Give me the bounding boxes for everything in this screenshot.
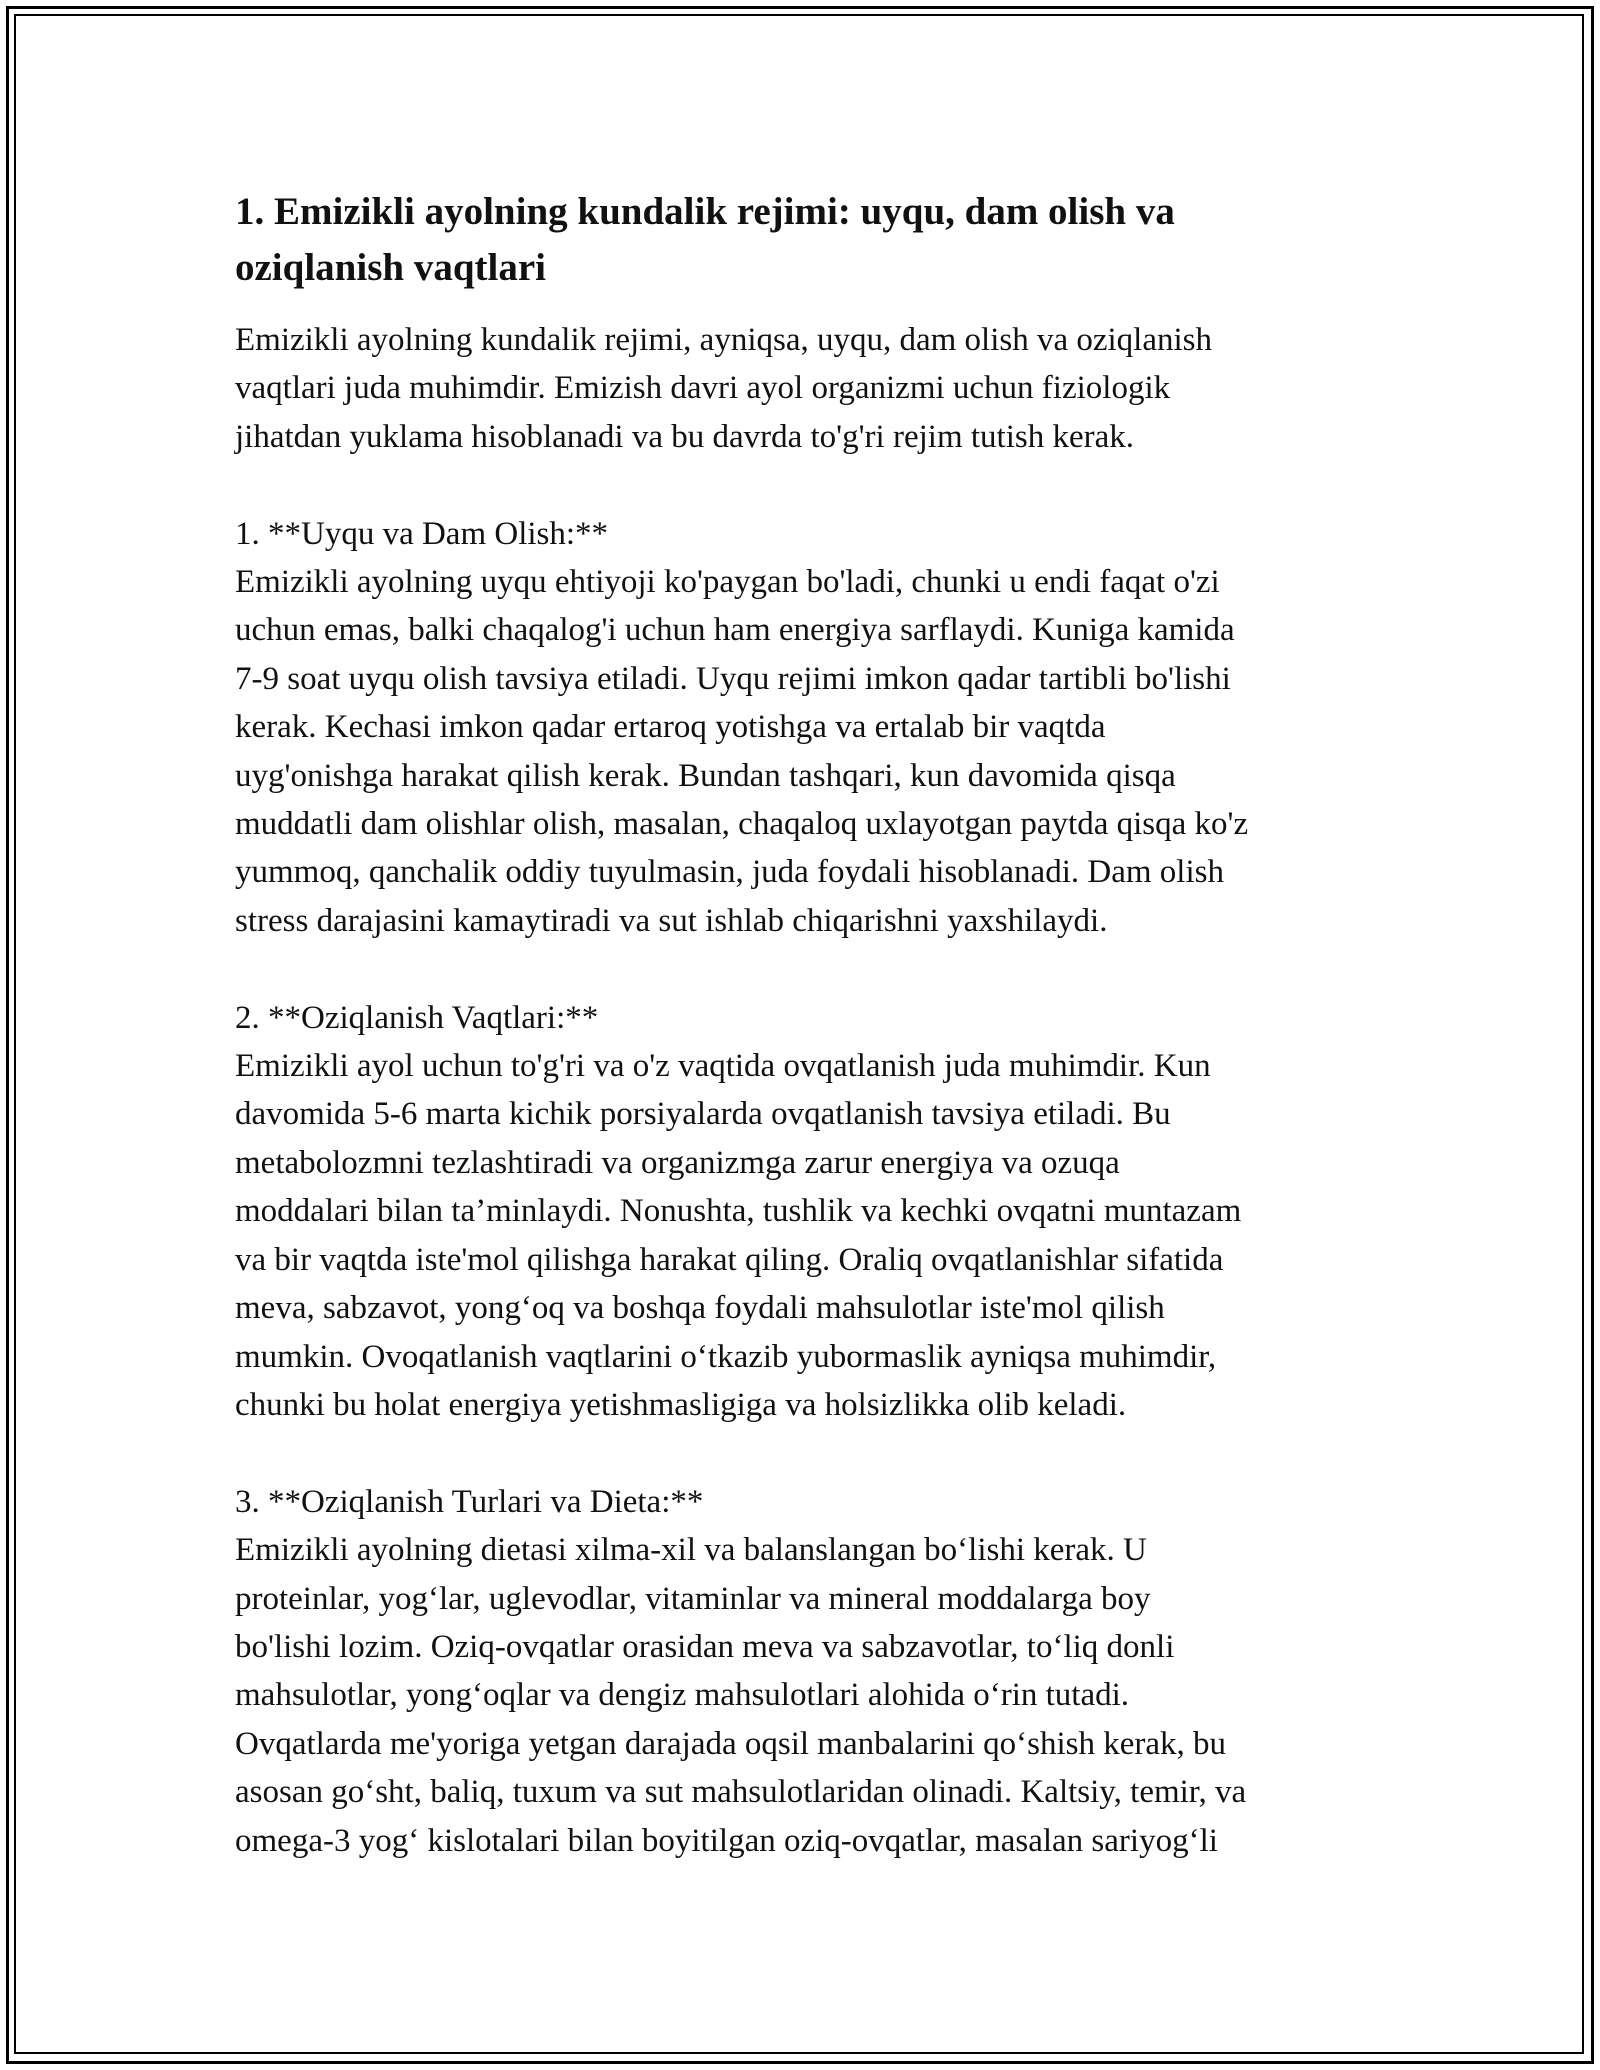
- section-diet-types: [235, 1478, 1375, 1865]
- section-body: Emizikli ayolning dietasi xilma-xil va balanslangan bo‘lishi kerak. U proteinlar, yog‘lar, uglevodlar, vitaminlar va mineral moddalarga boy bo'lishi lozim. Oziq-ovqatlar orasidan meva va sabzavotlar, to‘liq donli mahsulotlar, yong‘oqlar va dengiz mahsulotlari alohida o‘rin tutadi. Ovqatlarda me'yoriga yetgan darajada oqsil manbalarini qo‘shish kerak, bu asosan go‘sht, baliq, tuxum va sut mahsulotlaridan olinadi. Kaltsiy, temir, va omega-3 yog‘ kislotalari bilan boyitilgan oziq-ovqatlar, masalan sariyog‘li: [235, 1532, 1247, 1859]
- document-title: 1. Emizikli ayolning kundalik rejimi: uyqu, dam olish va oziqlanish vaqtlari: [235, 190, 1175, 289]
- section-body: Emizikli ayolning uyqu ehtiyoji ko'paygan bo'ladi, chunki u endi faqat o'zi uchun emas, balki chaqalog'i uchun ham energiya sarflaydi. Kuniga kamida 7-9 soat uyqu olish tavsiya etiladi. Uyqu rejimi imkon qadar tartibli bo'lishi kerak. Kechasi imkon qadar ertaroq yotishga va ertalab bir vaqtda uyg'onishga harakat qilish kerak. Bundan tashqari, kun davomida qisqa muddatli dam olishlar olish, masalan, chaqaloq uxlayotgan paytda qisqa ko'z yummoq, qanchalik oddiy tuyulmasin, juda foydali hisoblanadi. Dam olish stress darajasini kamaytiradi va sut ishlab chiqarishni yaxshilaydi.: [235, 564, 1249, 939]
- section-heading: 2. **Oziqlanish Vaqtlari:**: [235, 999, 599, 1036]
- intro-paragraph: Emizikli ayolning kundalik rejimi, ayniqsa, uyqu, dam olish va oziqlanish vaqtlari juda muhimdir. Emizish davri ayol organizmi uchun fiziologik jihatdan yuklama hisoblanadi va bu davrda to'g'ri rejim tutish kerak.: [235, 322, 1213, 455]
- section-meal-times: [235, 994, 1375, 1430]
- section-sleep-rest: [235, 510, 1375, 946]
- section-heading: 1. **Uyqu va Dam Olish:**: [235, 515, 609, 552]
- document-body: [235, 184, 1375, 1865]
- section-body: Emizikli ayol uchun to'g'ri va o'z vaqtida ovqatlanish juda muhimdir. Kun davomida 5-6 marta kichik porsiyalarda ovqatlanish tavsiya etiladi. Bu metabolozmni tezlashtiradi va organizmga zarur energiya va ozuqa moddalari bilan ta’minlaydi. Nonushta, tushlik va kechki ovqatni muntazam va bir vaqtda iste'mol qilishga harakat qiling. Oraliq ovqatlanishlar sifatida meva, sabzavot, yong‘oq va boshqa foydali mahsulotlar iste'mol qilish mumkin. Ovoqatlanish vaqtlarini o‘tkazib yubormaslik ayniqsa muhimdir, chunki bu holat energiya yetishmasligiga va holsizlikka olib keladi.: [235, 1048, 1242, 1423]
- section-heading: 3. **Oziqlanish Turlari va Dieta:**: [235, 1483, 704, 1520]
